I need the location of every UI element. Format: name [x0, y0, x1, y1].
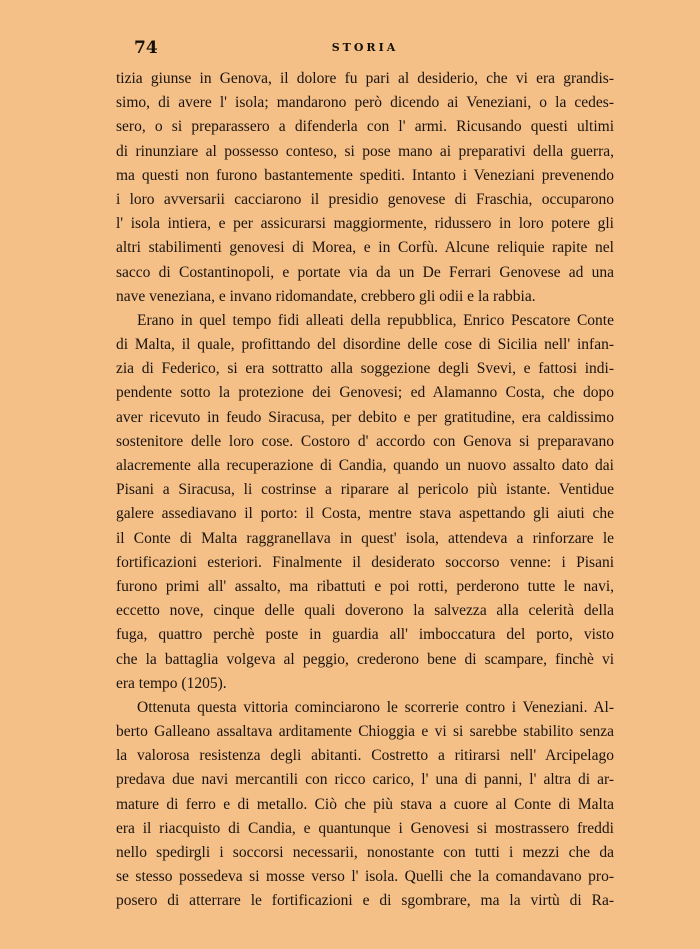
text-line: se stesso possedeva si mosse verso l' isola. Quelli che la comandavano pro-: [116, 868, 614, 886]
text-line: era tempo (1205).: [116, 674, 227, 692]
text-line: posero di atterrare le fortificazioni e di sgombrare, ma la virtù di Ra-: [116, 892, 614, 910]
text-line: Pisani a Siracusa, li costrinse a riparare al pericolo più istante. Ventidue: [116, 481, 614, 499]
text-line: i loro avversarii cacciarono il presidio genovese di Fraschia, occuparono: [116, 190, 614, 208]
text-line: predava due navi mercantili con ricco carico, l' una di panni, l' altra di ar-: [116, 771, 614, 789]
running-header: [116, 38, 614, 60]
text-line: fuga, quattro perchè poste in guardia all' imboccatura del porto, visto: [116, 626, 614, 644]
paragraph-2: [116, 309, 614, 696]
text-line: il Conte di Malta raggranellava in quest' isola, attendeva a rinforzare le: [116, 529, 614, 547]
text-line: tizia giunse in Genova, il dolore fu pari al desiderio, che vi era grandis-: [116, 70, 614, 87]
text-line: la valorosa resistenza degli abitanti. Costretto a ritirarsi nell' Arcipelago: [116, 747, 614, 765]
text-line: nave veneziana, e invano ridomandate, crebbero gli odii e la rabbia.: [116, 287, 536, 305]
text-line: nello spedirgli i soccorsi necessarii, nonostante con tutti i mezzi che da: [116, 844, 614, 861]
running-title: STORIA: [331, 41, 399, 54]
text-line: pendente sotto la protezione dei Genovesi; ed Alamanno Costa, che dopo: [116, 384, 614, 402]
text-line: di rinunziare al possesso conteso, si pose mano ai preparativi della guerra,: [116, 142, 614, 160]
text-line: berto Galleano assaltava arditamente Chioggia e vi si sarebbe stabilito senza: [116, 723, 614, 741]
text-line: zia di Federico, si era sottratto alla soggezione degli Svevi, e fattosi indi-: [116, 360, 614, 378]
text-line: sacco di Costantinopoli, e portate via da un De Ferrari Genovese ad una: [116, 263, 614, 281]
text-line: Erano in quel tempo fidi alleati della repubblica, Enrico Pescatore Conte: [137, 311, 614, 329]
body-text: [116, 67, 614, 914]
text-line: fortificazioni esteriori. Finalmente il desiderato soccorso venne: i Pisani: [116, 553, 614, 571]
text-line: sero, o si preparassero a difenderla con l' armi. Ricusando questi ultimi: [116, 118, 614, 136]
text-line: simo, di avere l' isola; mandarono però dicendo ai Veneziani, o la cedes-: [116, 94, 614, 112]
text-line: sostenitore delle loro cose. Costoro d' accordo con Genova si preparavano: [116, 432, 614, 450]
paragraph-1: [116, 67, 614, 309]
text-line: eccetto nove, cinque delle quali doverono la salvezza alla celerità della: [116, 602, 614, 620]
text-line: l' isola intiera, e per assicurarsi maggiormente, ridussero in loro potere gli: [116, 215, 614, 233]
text-line: alacremente alla recuperazione di Candia, quando un nuovo assalto dato dai: [116, 457, 614, 474]
text-line: aver ricevuto in feudo Siracusa, per debito e per gratitudine, era caldissimo: [116, 408, 614, 426]
paragraph-3: [116, 696, 614, 914]
text-line: altri stabilimenti genovesi di Morea, e in Corfù. Alcune reliquie rapite nel: [116, 239, 614, 257]
text-line: che la battaglia volgeva al peggio, crederono bene di scampare, finchè vi: [116, 650, 614, 668]
page-number: 74: [134, 38, 158, 58]
text-line: era il riacquisto di Candia, e quantunque i Genovesi si mostrassero freddi: [116, 819, 614, 837]
text-line: galere assediavano il porto: il Costa, mentre stava aspettando gli aiuti che: [116, 505, 614, 523]
text-line: di Malta, il quale, profittando del disordine delle cose di Sicilia nell' infan-: [116, 336, 614, 354]
text-line: furono primi all' assalto, ma ribattuti e poi rotti, perderono tutte le navi,: [116, 577, 614, 595]
text-line: ma questi non furono bastantemente spediti. Intanto i Veneziani prevenendo: [116, 166, 614, 184]
text-line: mature di ferro e di metallo. Ciò che più stava a cuore al Conte di Malta: [116, 795, 614, 813]
text-line: Ottenuta questa vittoria cominciarono le scorrerie contro i Veneziani. Al-: [137, 698, 614, 716]
